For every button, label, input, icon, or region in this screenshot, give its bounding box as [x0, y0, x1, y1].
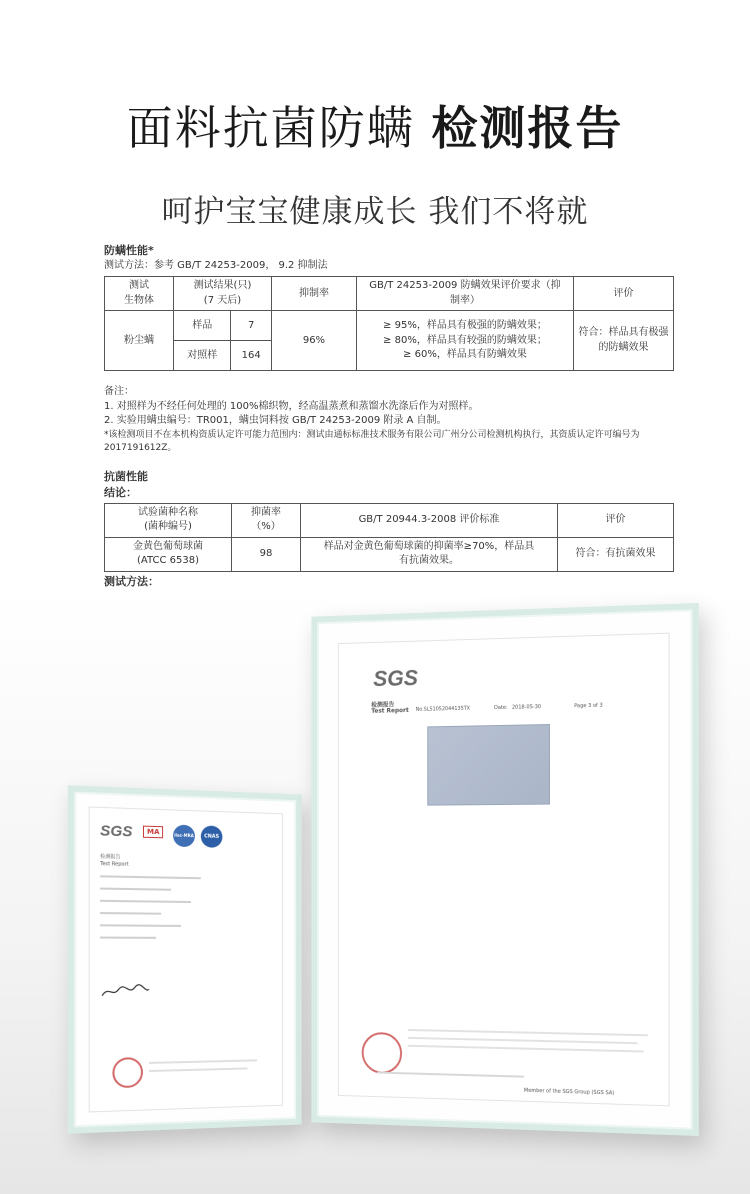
- sgs-logo-small: SGS: [100, 822, 133, 841]
- antibac-conclusion: 结论：: [104, 485, 137, 499]
- mite-heading: 防螨性能*: [104, 244, 154, 257]
- large-footer-line: [377, 1072, 524, 1078]
- large-footer-line: [408, 1045, 644, 1053]
- large-footer-line: [408, 1037, 638, 1044]
- mite-col-rate: 抑制率: [271, 277, 356, 311]
- small-text-line: [100, 875, 201, 879]
- mite-col-evaluation: 评价: [573, 277, 673, 311]
- certificate-paper-large: [338, 633, 670, 1107]
- mite-requirement: ≥ 95%，样品具有极强的防螨效果； ≥ 80%，样品具有较强的防螨效果； ≥ 60%，样品具有防螨效果: [356, 311, 573, 371]
- antibac-col-evaluation: 评价: [558, 503, 674, 537]
- stamp-icon: [112, 1057, 143, 1088]
- title-part1: 面料抗菌防螨: [126, 101, 415, 155]
- fabric-sample-image: [427, 724, 550, 806]
- mite-control-label: 对照样: [174, 341, 231, 371]
- large-footer: Member of the SGS Group (SGS SA): [523, 1087, 615, 1097]
- title-part2: 检测报告: [431, 101, 624, 155]
- mite-col-result: 测试结果(只) (7 天后): [174, 277, 272, 311]
- antibac-heading: 抗菌性能: [104, 470, 148, 484]
- mite-table: [104, 276, 674, 371]
- note-2: 2. 实验用螨虫编号：TR001，螨虫饲料按 GB/T 24253-2009 附录 A 自制。: [104, 415, 447, 427]
- certificate-paper-small: [89, 807, 283, 1113]
- mite-organism: 粉尘螨: [105, 311, 174, 371]
- small-doc-label-en: Test Report: [100, 861, 129, 868]
- antibac-evaluation: 符合：有抗菌效果: [558, 537, 674, 571]
- small-text-line: [100, 888, 171, 891]
- large-date-label: Date:: [494, 704, 508, 712]
- mite-control-value: 164: [231, 341, 272, 371]
- antibac-strain: 金黄色葡萄球菌 (ATCC 6538): [105, 537, 232, 571]
- mite-sample-value: 7: [231, 311, 272, 341]
- notes: [104, 385, 674, 455]
- small-text-line: [100, 924, 181, 927]
- stamp-icon: [362, 1032, 402, 1074]
- page-subtitle: 呵护宝宝健康成长 我们不将就: [161, 194, 589, 230]
- mite-method: 测试方法：参考 GB/T 24253-2009， 9.2 抑制法: [104, 259, 328, 271]
- test-report-excerpt: [104, 243, 674, 632]
- small-text-line: [100, 900, 191, 903]
- large-doc-label-en: Test Report: [371, 707, 409, 715]
- antibac-col-standard: GB/T 20944.3-2008 评价标准: [301, 503, 558, 537]
- mite-evaluation: 符合：样品具有极强 的防螨效果: [573, 311, 673, 371]
- large-footer-line: [408, 1029, 648, 1036]
- small-footer-line: [149, 1067, 248, 1072]
- small-footer-line: [149, 1059, 257, 1064]
- ma-badge: MA: [143, 826, 164, 839]
- antibac-table: [104, 503, 674, 572]
- ilac-badge: ilac-MRA: [173, 825, 195, 848]
- certificate-frame-large: [311, 603, 698, 1136]
- note-1: 1. 对照样为不经任何处理的 100%棉织物，经高温蒸煮和蒸馏水洗涤后作为对照样。: [104, 400, 479, 412]
- small-doc-label: 检测报告: [100, 853, 121, 861]
- mite-sample-label: 样品: [174, 311, 231, 341]
- large-page: Page 3 of 3: [574, 702, 603, 710]
- large-report-no: No.SL51052044135TX: [415, 705, 471, 713]
- certificate-frame-small: [68, 785, 302, 1134]
- antibac-method-heading: 测试方法：: [104, 574, 159, 588]
- mite-rate: 96%: [271, 311, 356, 371]
- small-text-line: [100, 937, 156, 939]
- antibac-col-strain: 试验菌种名称 (菌种编号): [105, 503, 232, 537]
- antibac-rate: 98: [232, 537, 301, 571]
- sgs-logo-large: SGS: [373, 665, 419, 692]
- notes-heading: 备注：: [104, 386, 134, 398]
- antibac-standard: 样品对金黄色葡萄球菌的抑菌率≥70%，样品具 有抗菌效果。: [301, 537, 558, 571]
- signature-icon: [100, 983, 151, 1000]
- note-3: *该检测项目不在本机构资质认定许可能力范围内：测试由通标标准技术服务有限公司广州分公司检测机构执行，其资质认定许可编号为 2017191612Z。: [104, 429, 640, 453]
- mite-col-organism: 测试 生物体: [105, 277, 174, 311]
- small-text-line: [100, 912, 161, 915]
- mite-col-requirement: GB/T 24253-2009 防螨效果评价要求（抑 制率）: [356, 277, 573, 311]
- cnas-badge: CNAS: [201, 825, 223, 848]
- antibac-col-rate: 抑菌率 （%）: [232, 503, 301, 537]
- large-date: 2018-05-30: [511, 704, 541, 711]
- page-title: [0, 92, 750, 158]
- large-doc-label: 检测报告: [371, 701, 395, 709]
